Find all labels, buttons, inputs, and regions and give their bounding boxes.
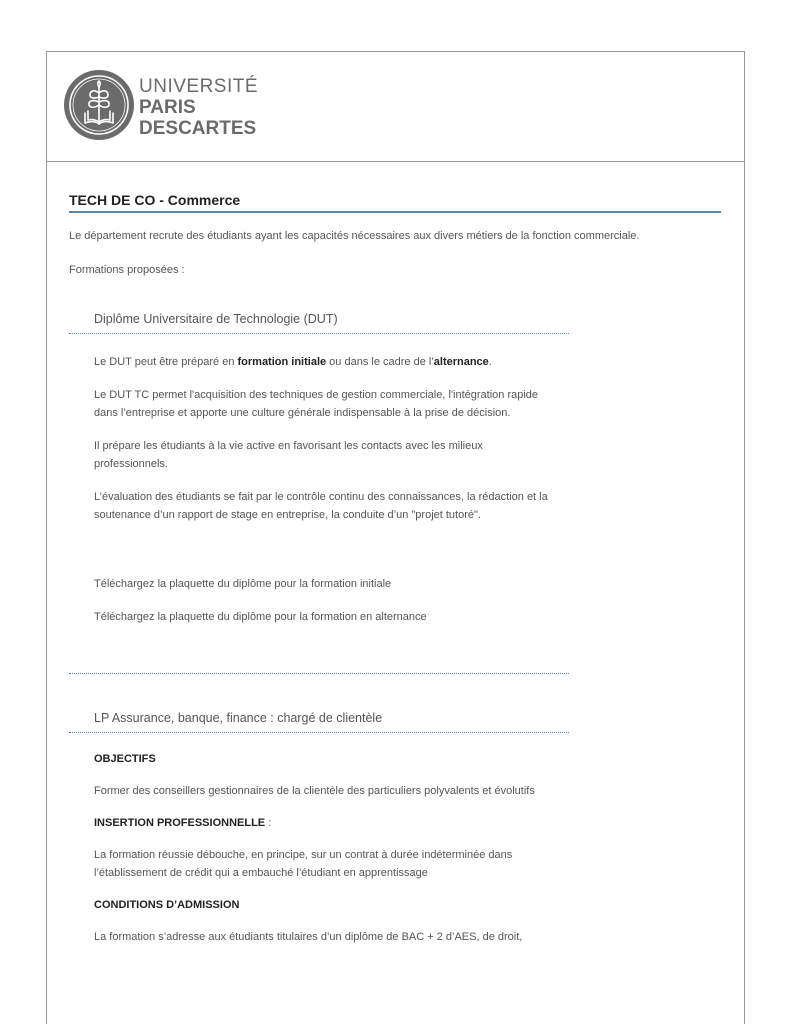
lp-insertion-text: La formation réussie débouche, en principe, sur un contrat à durée indéterminée dans l’établissement de crédit qui a embauché l’étudiant en apprentissage xyxy=(94,849,513,879)
lp-objectifs-text: Former des conseillers gestionnaires de la clientèle des particuliers polyvalents et évolutifs xyxy=(94,785,535,797)
main-content xyxy=(69,192,721,278)
dut-p1-a: Le DUT peut être préparé en xyxy=(94,356,238,368)
lp-insertion-heading xyxy=(69,817,569,829)
university-seal-icon xyxy=(63,69,135,141)
lp-objectifs-heading: OBJECTIFS xyxy=(94,753,156,765)
dut-p1-formation-initiale: formation initiale xyxy=(237,356,327,368)
lp-section xyxy=(69,711,569,946)
formations-label: Formations proposées : xyxy=(69,264,185,276)
logo-text-universite: UNIVERSITÉ xyxy=(139,76,259,97)
logo-text-paris: PARIS xyxy=(139,97,196,118)
dut-paragraph-3: Il prépare les étudiants à la vie active en favorisant les contacts avec les milieux professionnels. xyxy=(94,440,483,470)
dut-paragraph-2: Le DUT TC permet l'acquisition des techniques de gestion commerciale, l'intégration rapide dans l’entreprise et apporte une culture générale indispensable à la prise de décision. xyxy=(94,389,539,419)
header xyxy=(47,52,744,162)
dut-section xyxy=(69,312,569,626)
dut-p1-e: . xyxy=(488,356,492,368)
dut-paragraph-4: L’évaluation des étudiants se fait par le contrôle continu des connaissances, la rédaction et la soutenance d’un rapport de stage en entreprise, la conduite d’un "projet tutoré". xyxy=(94,491,548,521)
page-title: TECH DE CO - Commerce xyxy=(69,192,721,213)
dut-p1-c: ou dans le cadre de l’ xyxy=(326,356,434,368)
intro-text: Le département recrute des étudiants ayant les capacités nécessaires aux divers métiers de la fonction commerciale. xyxy=(69,230,640,242)
lp-title[interactable]: LP Assurance, banque, finance : chargé de clientèle xyxy=(69,711,569,733)
dut-title[interactable]: Diplôme Universitaire de Technologie (DUT) xyxy=(69,312,569,334)
lp-insertion-label: INSERTION PROFESSIONNELLE xyxy=(94,817,266,829)
logo-text-descartes: DESCARTES xyxy=(139,118,257,139)
lp-insertion-colon: : xyxy=(265,817,272,829)
section-divider xyxy=(69,673,569,674)
university-logo[interactable] xyxy=(63,69,259,143)
lp-conditions-text: La formation s’adresse aux étudiants titulaires d’un diplôme de BAC + 2 d’AES, de droit, xyxy=(94,931,523,943)
dut-download-initiale-link[interactable]: Téléchargez la plaquette du diplôme pour la formation initiale xyxy=(94,578,392,590)
dut-p1-alternance: alternance xyxy=(433,356,489,368)
dut-download-alternance-link[interactable]: Téléchargez la plaquette du diplôme pour la formation en alternance xyxy=(94,611,427,623)
lp-conditions-heading: CONDITIONS D’ADMISSION xyxy=(94,899,240,911)
dut-paragraph-1 xyxy=(69,353,569,371)
